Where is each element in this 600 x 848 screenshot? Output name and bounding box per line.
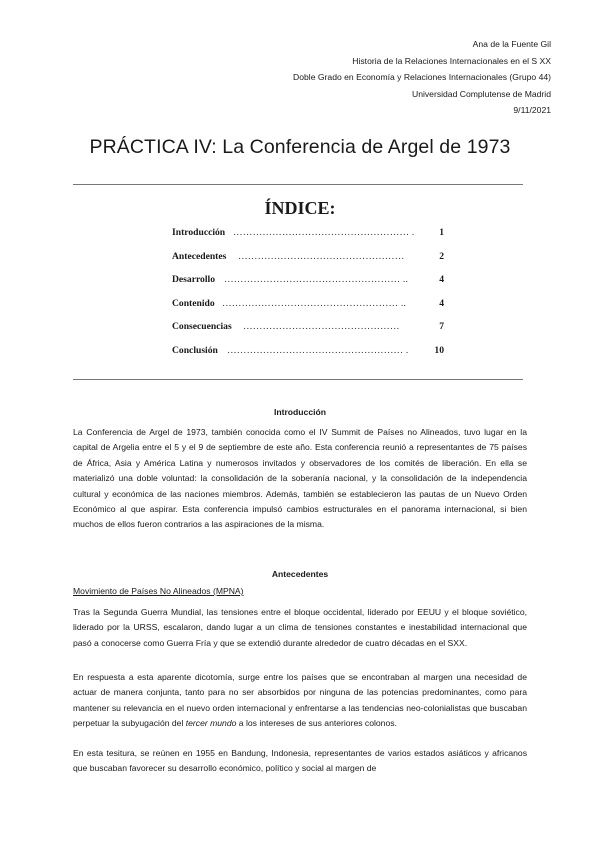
toc-item-leader: ………………………………………… [243,321,400,333]
toc-item-page: 7 [439,321,444,333]
toc-item-leader: …………………………………………… [238,250,405,262]
background-paragraph-3: En esta tesitura, se reúnen en 1955 en Bandung, Indonesia, representantes de varios estados asiáticos y africanos que buscaban favorecer su desarrollo económico, político y social al margen de [73,748,527,774]
toc-heading: ÍNDICE: [264,198,336,218]
paragraph-2-end: a los intereses de sus anteriores colonos. [238,718,397,729]
toc-item-leader: ……………………………………………… .. [222,297,407,309]
document-date: 9/11/2021 [513,105,551,115]
tercer-mundo-emphasis: tercer mundo [185,718,237,729]
toc-item-page: 4 [439,297,444,309]
toc-item-label: Conclusión [172,344,218,356]
toc-item-page: 1 [439,227,444,238]
toc-item-contenido[interactable] [172,295,444,319]
paragraph-2-start: En respuesta a esta aparente dicotomía, surge entre los países que se encontraban al margen una necesidad de actuar de manera conjunta, tanto para no ser absorbidos por ninguna de las potencias predominantes, como para mantener su relevancia en el nuevo orden internacional y enfrentarse a las tendencias neo-colonialistas que buscaban perpetuar la subyugación del [73,672,527,729]
toc-item-leader: ……………………………………………… . [227,344,409,356]
mpna-subheading: Movimiento de Países No Alineados (MPNA) [73,586,244,596]
background-paragraph-2 [73,670,527,732]
table-of-contents [172,224,444,366]
course-name: Historia de la Relaciones Internacionales en el S XX [352,55,551,66]
toc-item-antecedentes[interactable] [172,248,444,272]
university-name: Universidad Complutense de Madrid [411,88,551,99]
background-paragraph-1: Tras la Segunda Guerra Mundial, las tensiones entre el bloque occidental, liderado por EEUU y el bloque soviético, liderado por la URSS, escalaron, dando lugar a un clima de tensiones constantes e inestabilidad internacional que pasó a conocerse como Guerra Fría y que se extendió durante alrededor de cuatro décadas en el SXX. [73,607,527,648]
toc-item-label: Contenido [172,297,215,309]
degree-name: Doble Grado en Economía y Relaciones Internacionales (Grupo 44) [293,72,551,82]
page-title: PRÁCTICA IV: La Conferencia de Argel de 1973 [89,136,511,158]
background-heading: Antecedentes [271,569,329,579]
toc-item-leader: ……………………………………………… .. [224,274,409,286]
intro-paragraph: La Conferencia de Argel de 1973, también conocida como el IV Summit de Países no Alineados, tuvo lugar en la capital de Argelia entre el 5 y el 9 de septiembre de este año. Esta conferencia reunió a representantes de 75 países de África, Asia y América Latina y numerosos invitados y observadores de los comités de liberación. En ella se materializó una doble voluntad: la consolidación de la soberanía nacional, y la consolidación de la independencia cultural y económica de las naciones miembros. Además, también se establecieron las pautas de un Nuevo Orden Económico al que aspirar. Esta conferencia impulsó cambios estructurales en el panorama internacional, si bien muchos de ellos fueron contrarios a las aspiraciones de la misma. [73,427,527,530]
intro-heading: Introducción [273,407,327,417]
toc-item-desarrollo[interactable] [172,271,444,295]
toc-item-page: 10 [434,344,444,356]
toc-item-label: Consecuencias [172,321,232,333]
toc-item-page: 4 [439,274,444,286]
toc-item-label: Desarrollo [172,274,215,286]
toc-item-conclusion[interactable] [172,342,444,366]
toc-item-page: 2 [439,250,444,262]
divider-bottom [73,379,523,380]
toc-item-leader: ……………………………………………… . [233,227,415,238]
author-name: Ana de la Fuente Gil [472,39,551,49]
toc-item-introduccion[interactable] [172,224,444,248]
toc-item-label: Antecedentes [172,250,227,262]
toc-item-label: Introducción [172,227,226,238]
header-block [293,36,551,119]
toc-item-consecuencias[interactable] [172,318,444,342]
divider-top [73,184,523,185]
